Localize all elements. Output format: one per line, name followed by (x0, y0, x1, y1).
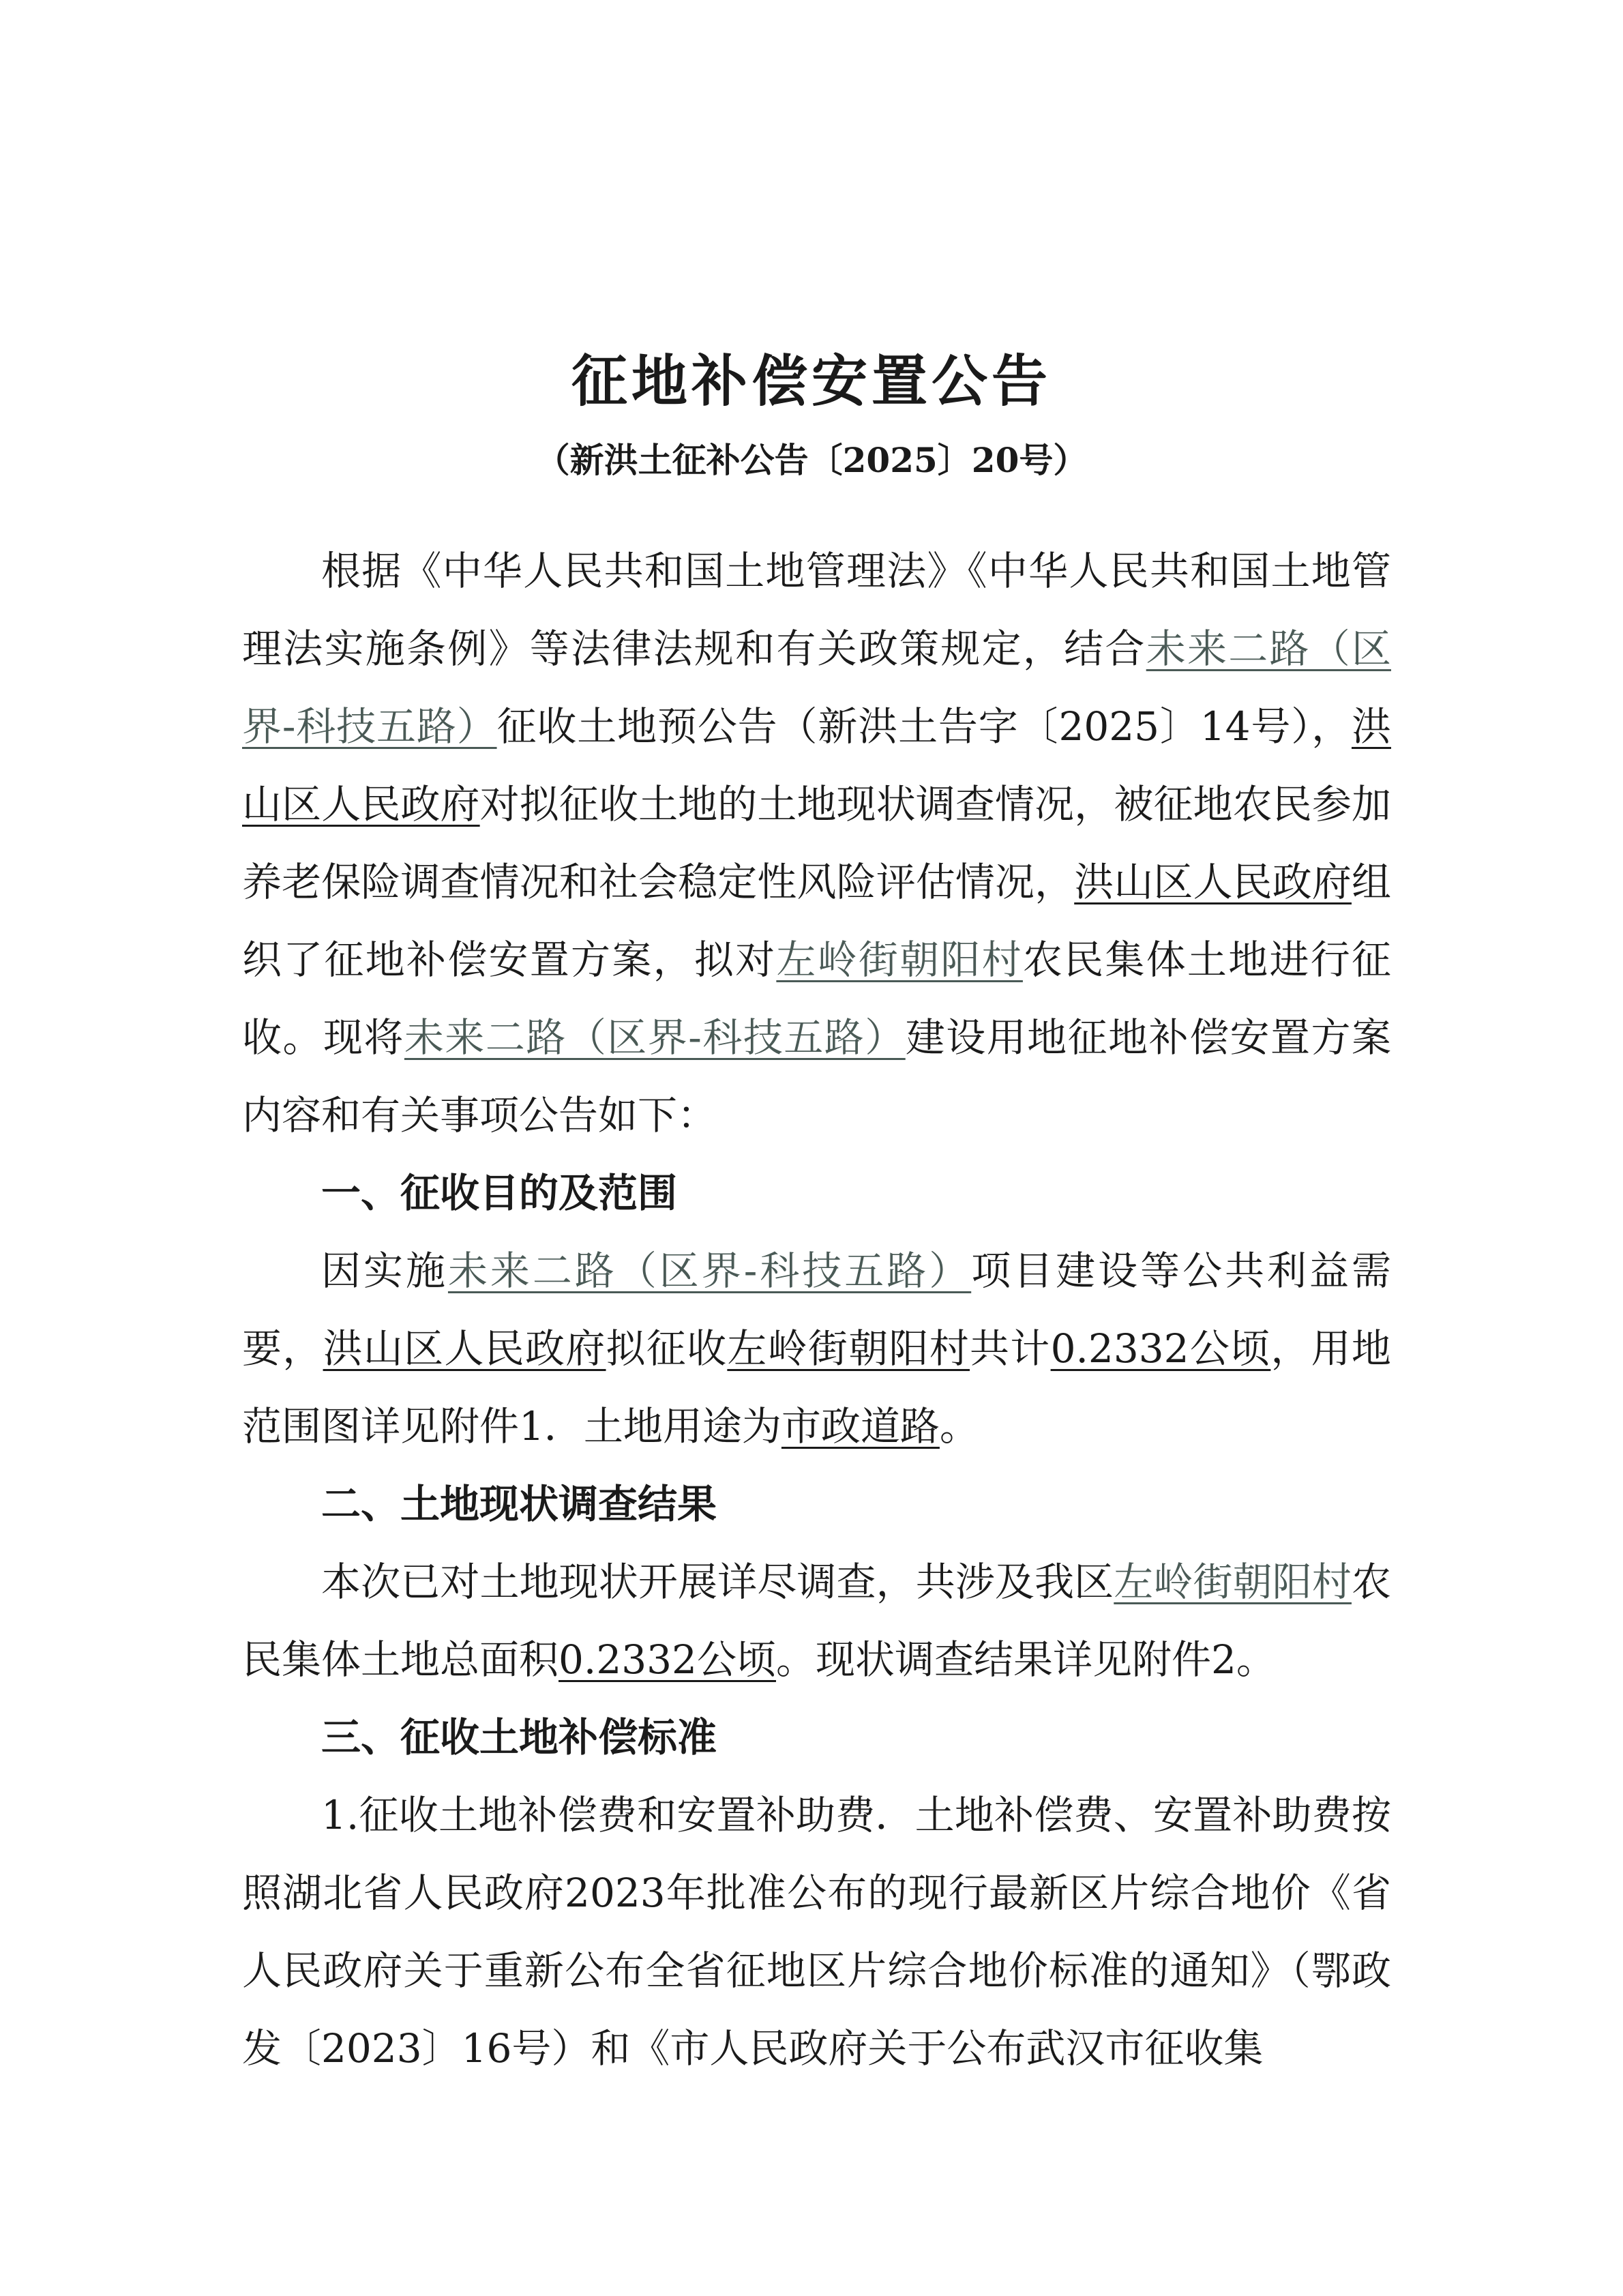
text-span: 。现状调查结果详见附件2。 (775, 1636, 1276, 1683)
section-heading-2: 二、土地现状调查结果 (321, 1481, 717, 1527)
village-name: 左岭街朝阳村 (727, 1325, 970, 1372)
text-span: 农民集体土地进行征收。现将 (242, 937, 1391, 1061)
government-name: 洪山区人民政府 (242, 703, 1391, 827)
text-span: 共计 (970, 1325, 1051, 1372)
project-name: 未来二路（区界-科技五路） (242, 625, 1391, 750)
land-area: 0.2332公顷 (559, 1636, 776, 1683)
text-span: 根据《中华人民共和国土地管理法》《中华人民共和国土地管理法实施条例》等法律法规和有关政策规定，结合 (242, 548, 1391, 672)
text-span: ，用地范围图详见附件1．土地用途为 (242, 1325, 1391, 1449)
text-span: 拟征收 (606, 1325, 728, 1372)
paragraph-intro (242, 532, 1391, 1154)
section-heading-1: 一、征收目的及范围 (321, 1170, 678, 1216)
text-span: 本次已对土地现状开展详尽调查，共涉及我区 (321, 1559, 1114, 1605)
paragraph-standards: 1.征收土地补偿费和安置补助费．土地补偿费、安置补助费按照湖北省人民政府2023年批准公布的现行最新区片综合地价《省人民政府关于重新公布全省征地区片综合地价标准的通知》（鄂政发〔2023〕16号）和《市人民政府关于公布武汉市征收集 (242, 1792, 1391, 2072)
government-name: 洪山区人民政府 (1074, 859, 1352, 905)
land-area: 0.2332公顷 (1050, 1325, 1271, 1372)
village-name: 左岭街朝阳村 (1114, 1559, 1352, 1605)
document-title: 征地补偿安置公告 (571, 349, 1052, 414)
text-span: 因实施 (321, 1248, 448, 1294)
paragraph-survey (242, 1543, 1391, 1698)
text-span: 组织了征地补偿安置方案，拟对 (242, 859, 1391, 983)
text-span: 项目建设等公共利益需要， (242, 1248, 1391, 1372)
text-span: 对拟征收土地的土地现状调查情况，被征地农民参加养老保险调查情况和社会稳定性风险评估情况， (242, 781, 1391, 905)
village-name: 左岭街朝阳村 (776, 937, 1023, 983)
paragraph-purpose (242, 1232, 1391, 1465)
document-number: （新洪土征补公告〔2025〕20号） (535, 440, 1088, 480)
project-name: 未来二路（区界-科技五路） (447, 1248, 972, 1294)
text-span: 建设用地征地补偿安置方案内容和有关事项公告如下： (242, 1014, 1391, 1138)
project-name: 未来二路（区界-科技五路） (404, 1014, 906, 1061)
land-use: 市政道路 (781, 1403, 940, 1449)
section-heading-3: 三、征收土地补偿标准 (321, 1714, 717, 1761)
document-body (242, 532, 1391, 2087)
text-span: 。 (939, 1403, 979, 1449)
text-span: 征收土地预公告（新洪土告字〔2025〕14号）， (496, 703, 1352, 750)
text-span: 农民集体土地总面积 (242, 1559, 1391, 1683)
government-name: 洪山区人民政府 (323, 1325, 606, 1372)
